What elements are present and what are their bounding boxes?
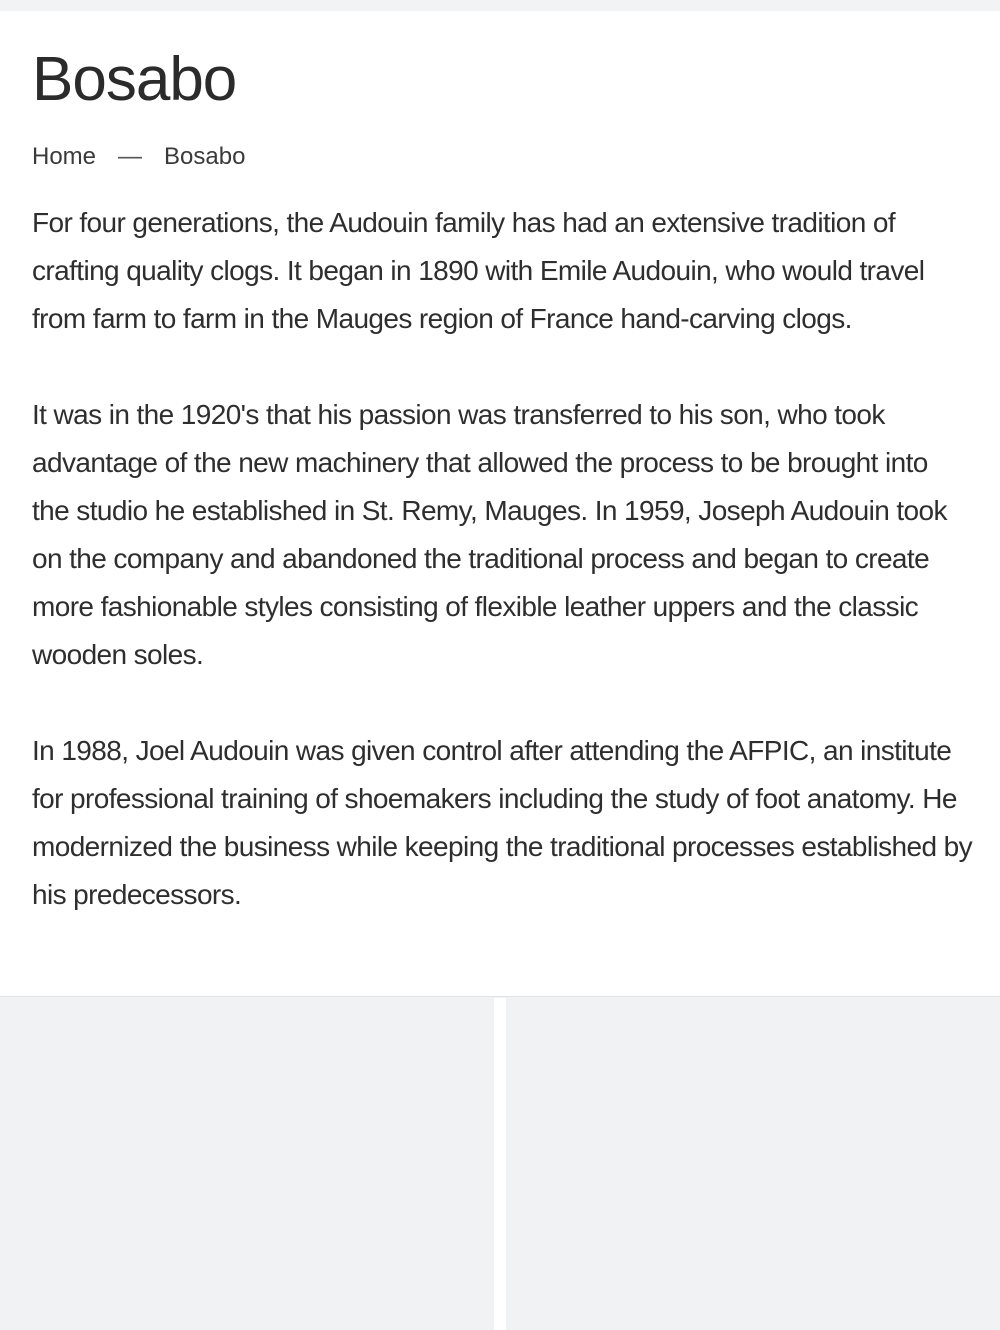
breadcrumb	[32, 141, 245, 173]
article-body	[32, 199, 972, 919]
breadcrumb-separator: —	[118, 143, 143, 170]
article-paragraph-3: In 1988, Joel Audouin was given control after attending the AFPIC, an institute for professional training of shoemakers including the study of foot anatomy. He modernized the business while keeping the traditional processes established by his predecessors.	[32, 735, 973, 910]
gallery-tile-left[interactable]	[0, 998, 494, 1330]
breadcrumb-current: Bosabo	[164, 143, 246, 170]
gallery-tile-right[interactable]	[506, 998, 1000, 1330]
article-paragraph-2: It was in the 1920's that his passion was transferred to his son, who took advantage of the new machinery that allowed the process to be brought into the studio he established in St. Remy, Mauges. In 1959, Joseph Audouin took on the company and abandoned the traditional process and began to create more fashionable styles consisting of flexible leather uppers and the classic wooden soles.	[32, 399, 947, 670]
top-strip	[0, 0, 1000, 11]
page-title: Bosabo	[32, 45, 237, 114]
article-paragraph-1: For four generations, the Audouin family has had an extensive tradition of crafting quality clogs. It began in 1890 with Emile Audouin, who would travel from farm to farm in the Mauges region of France hand-carving clogs.	[32, 207, 925, 334]
breadcrumb-home-link[interactable]: Home	[32, 143, 97, 170]
content-card	[0, 11, 1000, 996]
section-divider	[0, 996, 1000, 997]
gallery-gutter	[494, 998, 506, 1330]
